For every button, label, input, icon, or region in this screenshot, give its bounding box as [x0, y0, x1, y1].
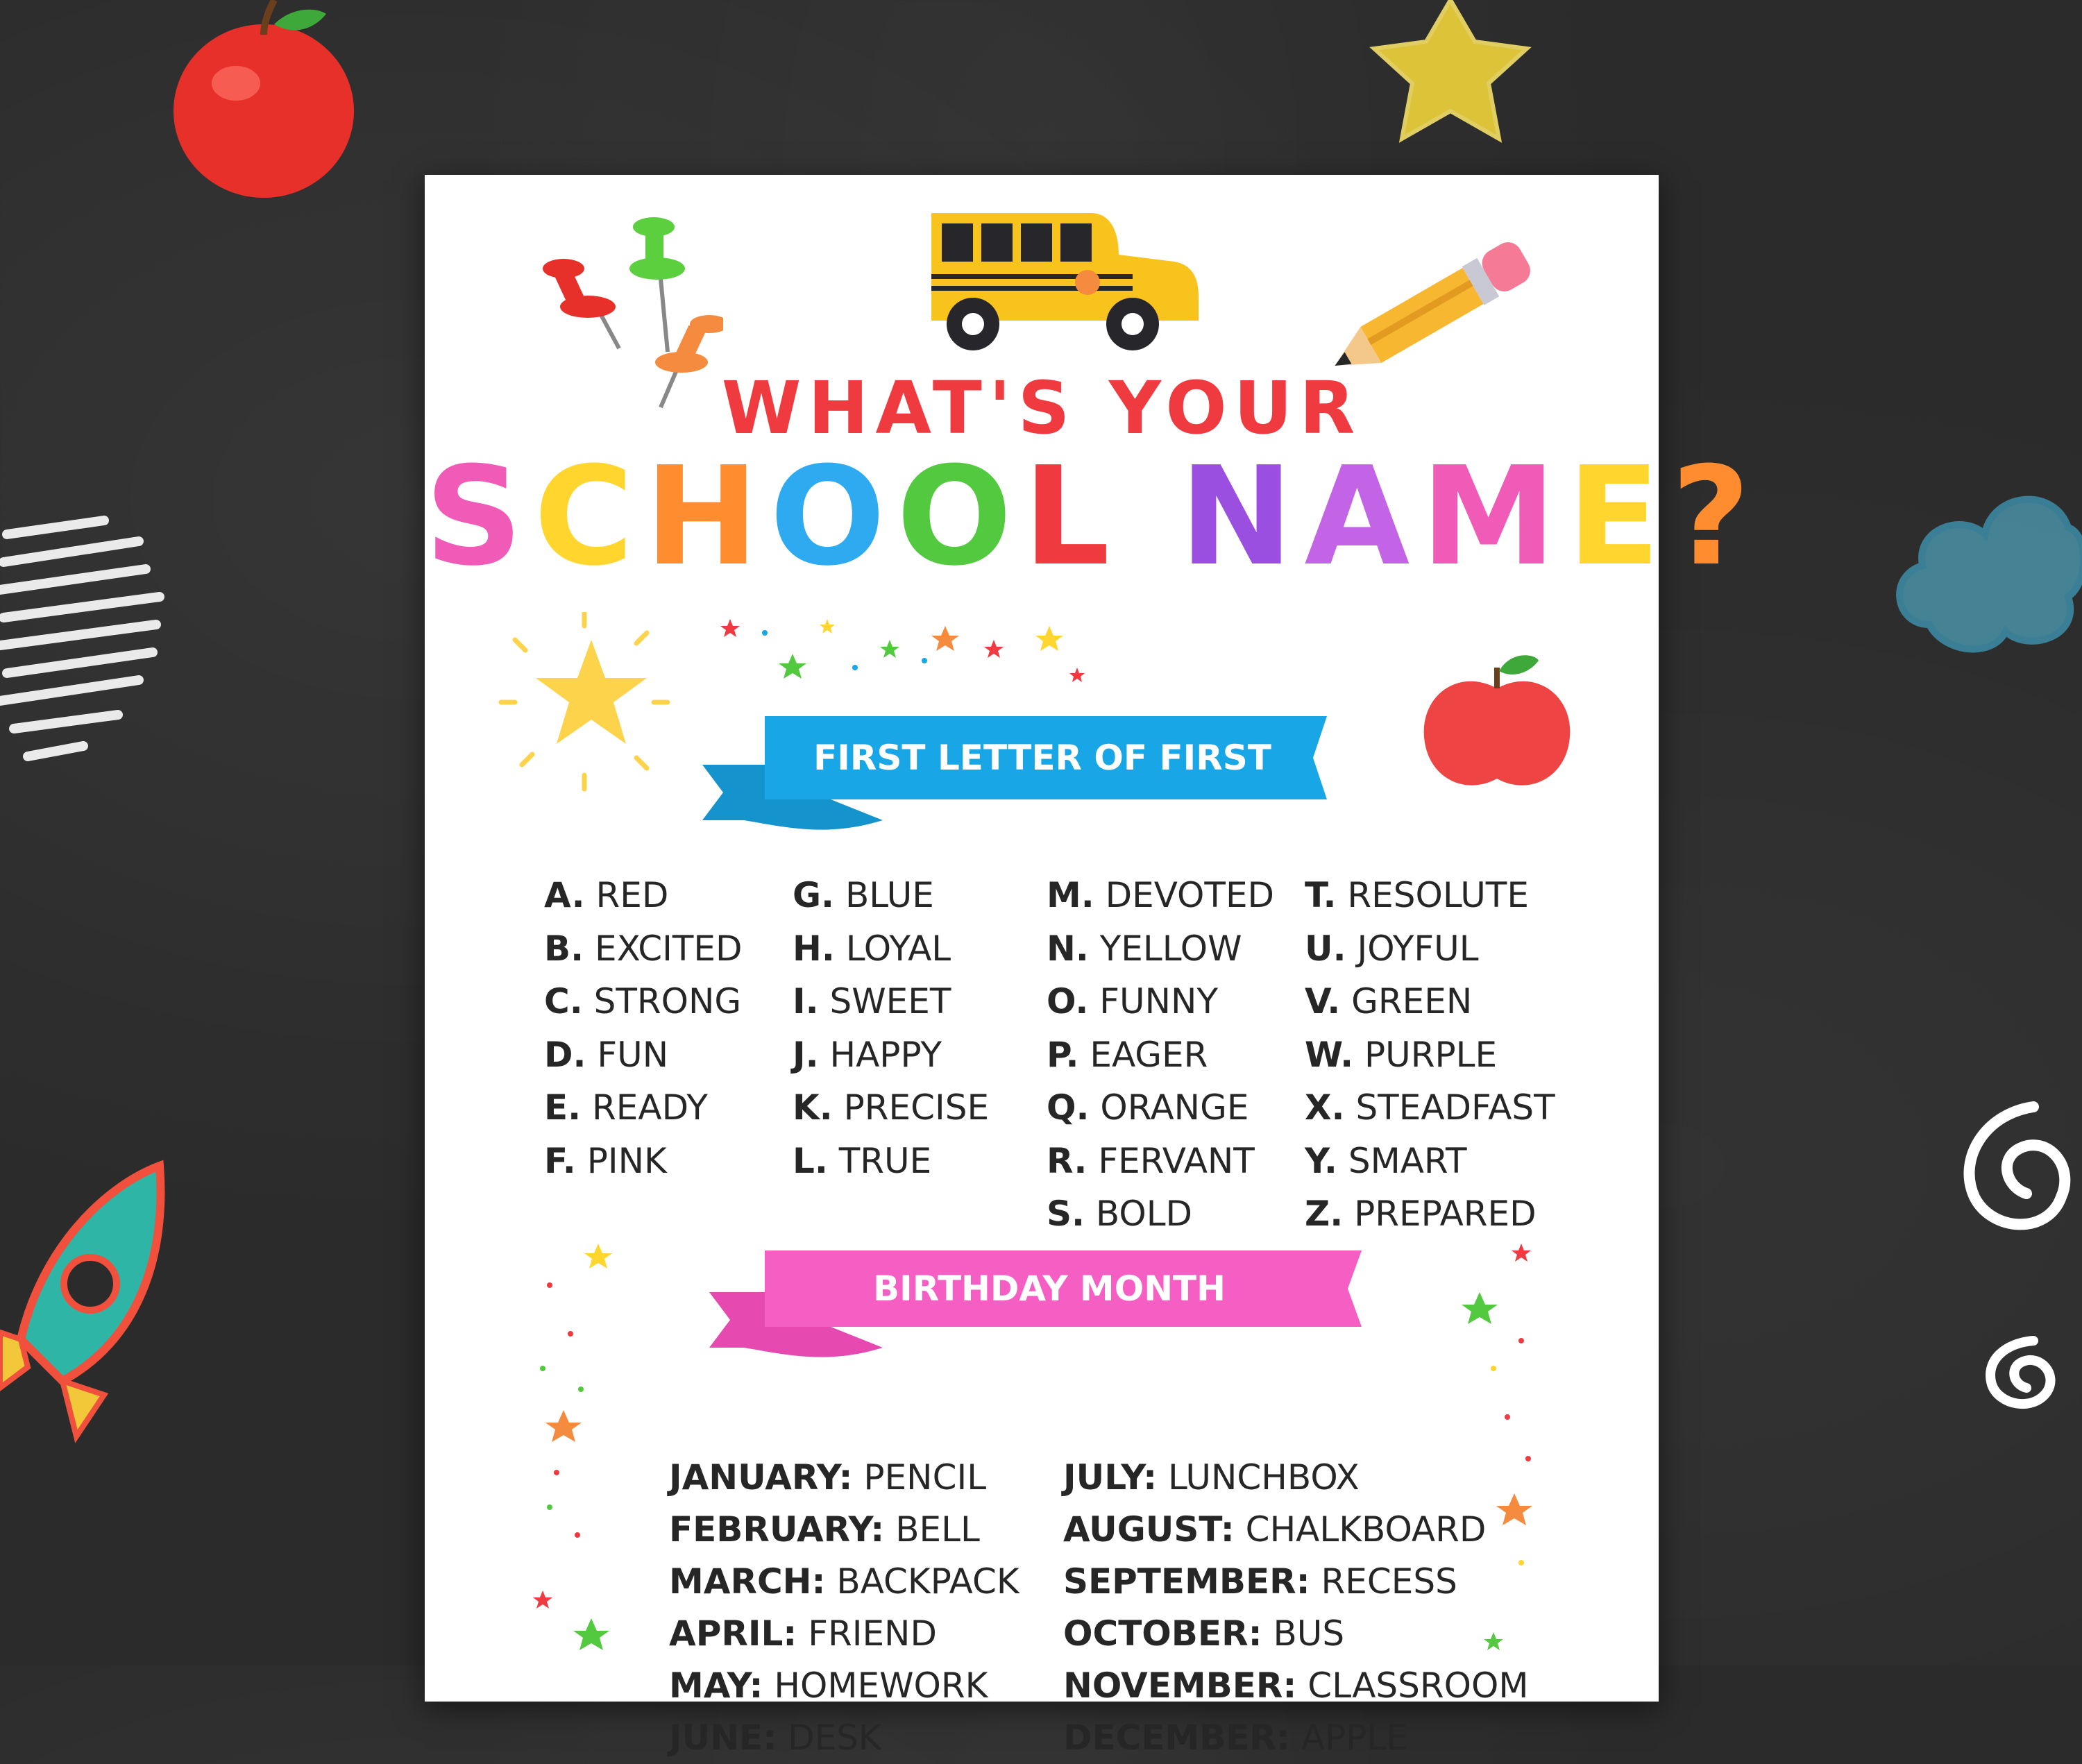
- star-icon: [494, 612, 675, 792]
- month-word: CLASSROOM: [1296, 1665, 1529, 1706]
- letter-word: SWEET: [818, 981, 951, 1021]
- month-entry: [669, 1504, 1019, 1556]
- letter-entry: [793, 922, 989, 976]
- letter-entry: [544, 869, 743, 922]
- letter-key: H.: [793, 928, 835, 969]
- letter-word: BOLD: [1085, 1194, 1193, 1234]
- month-key: AUGUST:: [1063, 1509, 1235, 1550]
- letter-word: PREPARED: [1343, 1194, 1537, 1234]
- month-key: FEBRUARY:: [669, 1509, 885, 1550]
- title-letter: ?: [1671, 438, 1761, 596]
- letter-entry: [1047, 1135, 1274, 1188]
- letter-entry: [1047, 922, 1274, 976]
- letter-key: X.: [1305, 1087, 1345, 1128]
- letter-key: M.: [1047, 875, 1094, 915]
- month-key: SEPTEMBER:: [1063, 1561, 1310, 1602]
- school-bus-icon: [924, 206, 1202, 362]
- month-column-2: [1063, 1452, 1528, 1764]
- letter-key: N.: [1047, 928, 1089, 969]
- month-entry: [669, 1712, 1019, 1764]
- letter-entry: [1047, 1028, 1274, 1082]
- title-letter: H: [645, 438, 770, 596]
- letter-word: FERVANT: [1087, 1140, 1255, 1181]
- letter-word: ORANGE: [1089, 1087, 1249, 1128]
- chalk-rocket-icon: [0, 1159, 174, 1450]
- letter-entry: [1047, 1081, 1274, 1135]
- letter-column-3: [1047, 869, 1274, 1241]
- title-letter: [1121, 438, 1179, 596]
- month-key: MARCH:: [669, 1561, 826, 1602]
- month-entry: [1063, 1556, 1528, 1608]
- month-entry: [669, 1660, 1019, 1712]
- letter-word: GREEN: [1340, 981, 1473, 1021]
- letter-key: I.: [793, 981, 819, 1021]
- letter-word: PRECISE: [832, 1087, 990, 1128]
- letter-key: K.: [793, 1087, 833, 1128]
- title-letter: S: [425, 438, 534, 596]
- month-word: PENCIL: [852, 1457, 987, 1498]
- letter-entry: [1305, 1028, 1555, 1082]
- month-word: BELL: [884, 1509, 980, 1550]
- month-entry: [669, 1608, 1019, 1660]
- letter-entry: [1047, 869, 1274, 922]
- letter-word: STRONG: [582, 981, 742, 1021]
- letter-key: T.: [1305, 875, 1337, 915]
- month-key: NOVEMBER:: [1063, 1665, 1297, 1706]
- letter-word: TRUE: [827, 1140, 932, 1181]
- title-letter: O: [770, 438, 897, 596]
- title-letter: N: [1179, 438, 1305, 596]
- letter-word: STEADFAST: [1344, 1087, 1555, 1128]
- letter-entry: [1305, 869, 1555, 922]
- month-word: DESK: [777, 1718, 881, 1758]
- letter-word: HAPPY: [818, 1034, 942, 1075]
- letter-column-1: [544, 869, 743, 1187]
- apple-icon: [1417, 640, 1577, 799]
- title-letter: A: [1304, 438, 1421, 596]
- letter-key: G.: [793, 875, 835, 915]
- confetti-icon: [716, 612, 1105, 688]
- month-key: JULY:: [1063, 1457, 1158, 1498]
- letter-entry: [1305, 922, 1555, 976]
- title-letter: L: [1023, 438, 1122, 596]
- month-entry: [1063, 1504, 1528, 1556]
- letter-key: B.: [544, 928, 584, 969]
- letter-word: FUNNY: [1088, 981, 1219, 1021]
- letter-key: W.: [1305, 1034, 1354, 1075]
- letter-word: JOYFUL: [1346, 928, 1479, 969]
- title-line-1: WHAT'S YOUR: [721, 366, 1362, 450]
- letter-entry: [544, 922, 743, 976]
- letter-key: A.: [544, 875, 585, 915]
- month-entry: [1063, 1660, 1528, 1712]
- worksheet-paper: [425, 175, 1761, 1758]
- section-2-heading: BIRTHDAY MONTH: [872, 1269, 1226, 1309]
- letter-key: F.: [544, 1140, 576, 1181]
- month-key: OCTOBER:: [1063, 1613, 1262, 1654]
- letter-entry: [544, 1135, 743, 1188]
- chalk-apple-icon: [160, 0, 368, 208]
- month-entry: [669, 1556, 1019, 1608]
- confetti-left-icon: [529, 1230, 626, 1702]
- letter-entry: [1047, 1187, 1274, 1241]
- letter-entry: [793, 1135, 989, 1188]
- month-word: BUS: [1262, 1613, 1345, 1654]
- letter-key: U.: [1305, 928, 1346, 969]
- month-word: APPLE: [1290, 1718, 1408, 1758]
- month-word: CHALKBOARD: [1234, 1509, 1487, 1550]
- title-letter: M: [1421, 438, 1568, 596]
- letter-word: READY: [581, 1087, 708, 1128]
- letter-word: FUN: [586, 1034, 669, 1075]
- letter-entry: [793, 975, 989, 1028]
- letter-column-2: [793, 869, 989, 1187]
- month-word: BACKPACK: [825, 1561, 1019, 1602]
- month-word: RECESS: [1310, 1561, 1457, 1602]
- letter-word: LOYAL: [834, 928, 951, 969]
- chalk-swirl-icon: [1943, 1083, 2082, 1416]
- letter-entry: [544, 975, 743, 1028]
- letter-key: Q.: [1047, 1087, 1090, 1128]
- month-entry: [1063, 1608, 1528, 1660]
- letter-key: J.: [793, 1034, 819, 1075]
- letter-entry: [1047, 975, 1274, 1028]
- month-key: DECEMBER:: [1063, 1718, 1291, 1758]
- letter-key: S.: [1047, 1194, 1085, 1234]
- letter-column-4: [1305, 869, 1555, 1241]
- month-key: JANUARY:: [669, 1457, 853, 1498]
- letter-word: RESOLUTE: [1336, 875, 1529, 915]
- letter-word: DEVOTED: [1094, 875, 1275, 915]
- letter-word: PURPLE: [1353, 1034, 1498, 1075]
- title-letter: E: [1567, 438, 1672, 596]
- letter-entry: [1305, 1081, 1555, 1135]
- letter-word: BLUE: [834, 875, 934, 915]
- month-key: APRIL:: [669, 1613, 797, 1654]
- letter-key: R.: [1047, 1140, 1087, 1181]
- month-word: HOMEWORK: [763, 1665, 988, 1706]
- letter-key: V.: [1305, 981, 1341, 1021]
- month-entry: [1063, 1712, 1528, 1764]
- letter-key: E.: [544, 1087, 582, 1128]
- letter-key: P.: [1047, 1034, 1079, 1075]
- month-word: LUNCHBOX: [1157, 1457, 1360, 1498]
- letter-key: C.: [544, 981, 583, 1021]
- chalk-cloud-icon: [1888, 444, 2082, 687]
- letter-entry: [793, 1081, 989, 1135]
- letter-word: PINK: [575, 1140, 667, 1181]
- letter-entry: [544, 1028, 743, 1082]
- letter-word: YELLOW: [1088, 928, 1242, 969]
- title-letter: C: [534, 438, 645, 596]
- month-key: MAY:: [669, 1665, 763, 1706]
- letter-word: EAGER: [1078, 1034, 1208, 1075]
- letter-word: SMART: [1337, 1140, 1467, 1181]
- month-key: JUNE:: [669, 1718, 777, 1758]
- letter-key: O.: [1047, 981, 1089, 1021]
- title-line-2: [425, 438, 1761, 596]
- letter-entry: [793, 869, 989, 922]
- letter-key: Y.: [1305, 1140, 1337, 1181]
- letter-entry: [1305, 975, 1555, 1028]
- month-word: FRIEND: [797, 1613, 937, 1654]
- chalk-star-icon: [1346, 0, 1555, 146]
- letter-key: D.: [544, 1034, 586, 1075]
- letter-word: EXCITED: [584, 928, 743, 969]
- month-column-1: [669, 1452, 1019, 1764]
- month-entry: [1063, 1452, 1528, 1504]
- chalk-scribble-icon: [0, 507, 167, 784]
- letter-entry: [1305, 1135, 1555, 1188]
- section-1-heading: FIRST LETTER OF FIRST NAME: [813, 738, 1271, 833]
- letter-key: L.: [793, 1140, 828, 1181]
- month-entry: [669, 1452, 1019, 1504]
- letter-word: RED: [584, 875, 669, 915]
- letter-entry: [544, 1081, 743, 1135]
- title-letter: O: [896, 438, 1024, 596]
- letter-entry: [793, 1028, 989, 1082]
- letter-key: Z.: [1305, 1194, 1344, 1234]
